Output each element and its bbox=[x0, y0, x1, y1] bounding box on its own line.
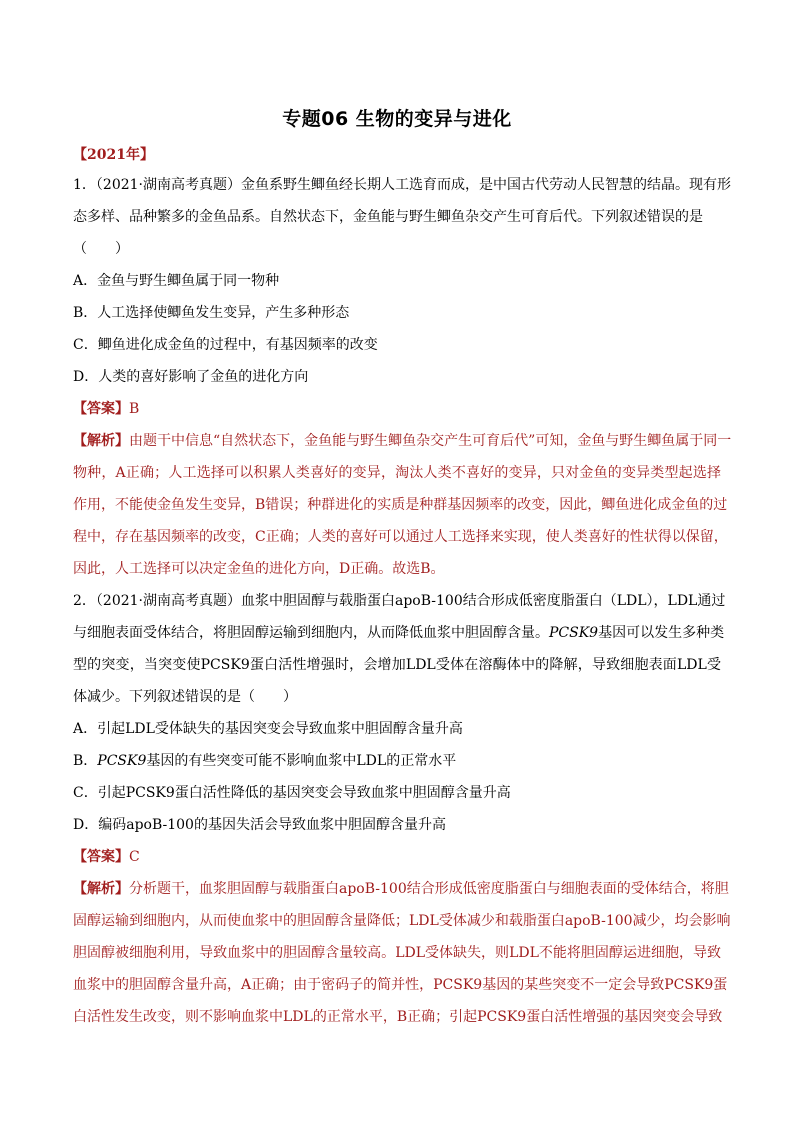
q1-answer-label: 【答案】 bbox=[73, 401, 129, 417]
q2-analysis-line-4: 血浆中的胆固醇含量升高，A正确；由于密码子的简并性，PCSK9基因的某些突变不一定会导致PCSK9蛋 bbox=[73, 977, 728, 993]
q1-analysis-line-4: 程中，存在基因频率的改变，C正确；人类的喜好可以通过人工选择来实现，使人类喜好的性状得以保留， bbox=[73, 529, 728, 545]
page-title: 专题06 生物的变异与进化 bbox=[282, 108, 512, 130]
q1-analysis-line-2: 物种，A正确；人工选择可以积累人类喜好的变异，淘汰人类不喜好的变异，只对金鱼的变异类型起选择 bbox=[73, 465, 721, 481]
section-heading-2021: 【2021年】 bbox=[73, 147, 154, 163]
q2-stem-line-3: 型的突变，当突变使PCSK9蛋白活性增强时，会增加LDL受体在溶酶体中的降解，导致细胞表面LDL受 bbox=[73, 657, 721, 673]
q1-analysis-line-3: 作用，不能使金鱼发生变异，B错误；种群进化的实质是种群基因频率的改变，因此，鲫鱼进化成金鱼的过 bbox=[73, 497, 728, 513]
q2-stem-line-4: 体减少。下列叙述错误的是（ ） bbox=[73, 689, 297, 705]
q2-option-b-tail: 基因的有些突变可能不影响血浆中LDL的正常水平 bbox=[146, 753, 457, 769]
q1-option-d: D．人类的喜好影响了金鱼的进化方向 bbox=[73, 369, 309, 385]
q1-stem-line-2: 态多样、品种繁多的金鱼品系。自然状态下，金鱼能与野生鲫鱼杂交产生可育后代。下列叙述错误的是 bbox=[73, 209, 703, 225]
q2-analysis-line-1 bbox=[73, 880, 729, 898]
q1-analysis-label: 【解析】 bbox=[73, 433, 129, 449]
q2-analysis-text-1: 分析题干，血浆胆固醇与载脂蛋白apoB-100结合形成低密度脂蛋白与细胞表面的受体结合，将胆 bbox=[129, 881, 729, 897]
q2-answer-value: C bbox=[129, 849, 140, 865]
q1-stem-line-3: （ ） bbox=[73, 241, 129, 257]
q2-option-a: A．引起LDL受体缺失的基因突变会导致血浆中胆固醇含量升高 bbox=[73, 721, 463, 737]
q2-option-b-gene: PCSK9 bbox=[97, 753, 147, 769]
q2-stem-line-2 bbox=[73, 624, 725, 642]
q2-stem-line-2-tail: 基因可以发生多种类 bbox=[598, 625, 725, 641]
q2-option-b-prefix: B． bbox=[73, 753, 98, 769]
q1-stem-line-1: 1．（2021·湖南高考真题）金鱼系野生鲫鱼经长期人工选育而成，是中国古代劳动人民智慧的结晶。现有形 bbox=[73, 177, 731, 193]
q1-analysis-line-5: 因此，人工选择可以决定金鱼的进化方向，D正确。故选B。 bbox=[73, 561, 445, 577]
q2-stem-line-2-head: 与细胞表面受体结合，将胆固醇运输到细胞内，从而降低血浆中胆固醇含量。 bbox=[73, 625, 549, 641]
q2-option-d: D．编码apoB-100的基因失活会导致血浆中胆固醇含量升高 bbox=[73, 817, 446, 833]
q1-answer-value: B bbox=[129, 401, 140, 417]
q1-answer bbox=[73, 400, 139, 418]
q1-analysis-text-1: 由题干中信息“自然状态下，金鱼能与野生鲫鱼杂交产生可育后代”可知，金鱼与野生鲫鱼属于同一 bbox=[129, 433, 732, 449]
q2-analysis-label: 【解析】 bbox=[73, 881, 129, 897]
q2-stem-line-1: 2．（2021·湖南高考真题）血浆中胆固醇与载脂蛋白apoB-100结合形成低密度脂蛋白（LDL），LDL通过 bbox=[73, 593, 726, 609]
q1-option-a: A．金鱼与野生鲫鱼属于同一物种 bbox=[73, 273, 280, 289]
q1-option-b: B．人工选择使鲫鱼发生变异，产生多种形态 bbox=[73, 305, 350, 321]
q2-answer bbox=[73, 848, 140, 866]
q1-option-c: C．鲫鱼进化成金鱼的过程中，有基因频率的改变 bbox=[73, 337, 378, 353]
q2-analysis-line-5: 白活性发生改变，则不影响血浆中LDL的正常水平，B正确；引起PCSK9蛋白活性增强的基因突变会导致 bbox=[73, 1009, 723, 1025]
q2-option-c: C．引起PCSK9蛋白活性降低的基因突变会导致血浆中胆固醇含量升高 bbox=[73, 785, 511, 801]
q2-gene-name: PCSK9 bbox=[549, 625, 599, 641]
q2-answer-label: 【答案】 bbox=[73, 849, 129, 865]
q2-analysis-line-2: 固醇运输到细胞内，从而使血浆中的胆固醇含量降低；LDL受体减少和载脂蛋白apoB-100减少，均会影响 bbox=[73, 913, 731, 929]
q2-option-b bbox=[73, 752, 456, 770]
q1-analysis-line-1 bbox=[73, 432, 732, 450]
q2-analysis-line-3: 胆固醇被细胞利用，导致血浆中的胆固醇含量较高。LDL受体缺失，则LDL不能将胆固醇运进细胞，导致 bbox=[73, 945, 721, 961]
